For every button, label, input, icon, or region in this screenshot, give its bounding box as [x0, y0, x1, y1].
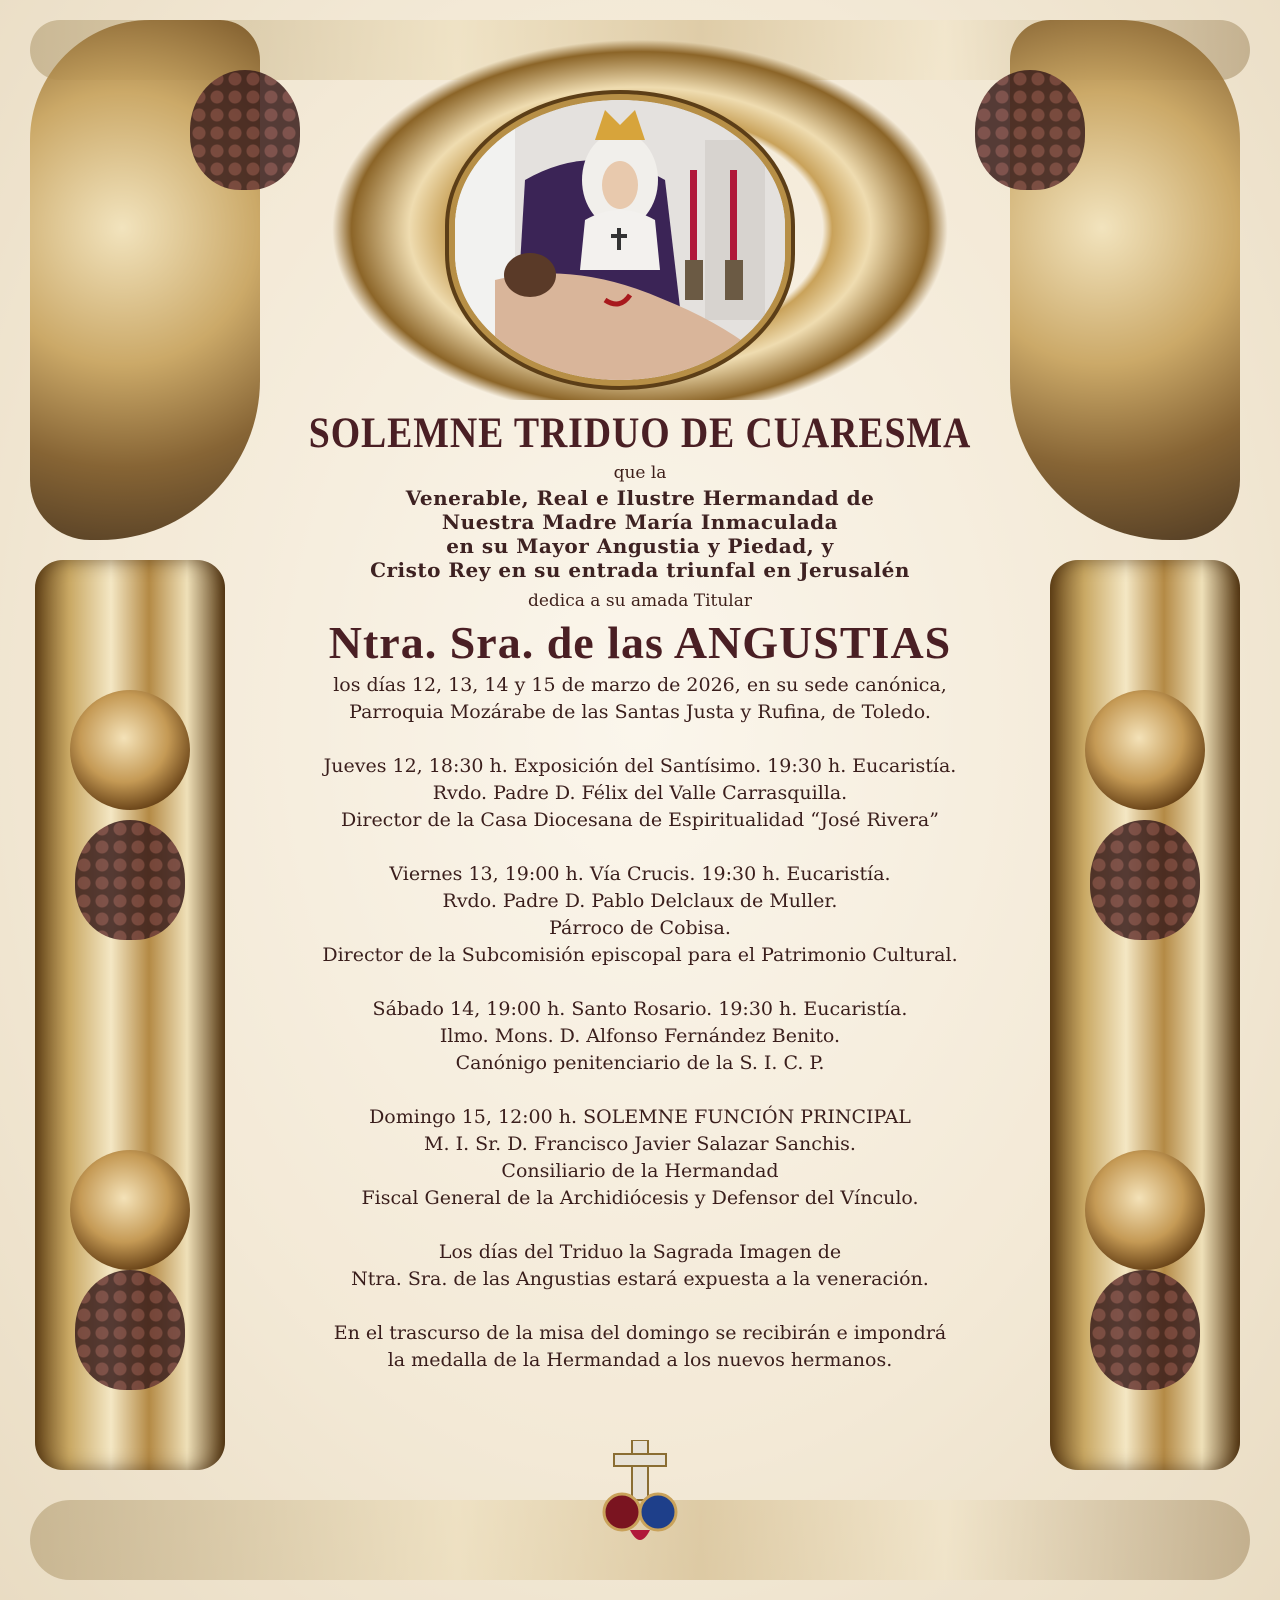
schedule-line: Viernes 13, 19:00 h. Vía Crucis. 19:30 h. Eucaristía.: [389, 863, 891, 885]
cherub-medallion-ornament: [1085, 690, 1205, 810]
notice-line: la medalla de la Hermandad a los nuevos hermanos.: [387, 1349, 893, 1371]
day-schedule-friday: [230, 861, 1050, 969]
grape-cluster-ornament: [190, 70, 300, 190]
day-schedule-sunday: [230, 1104, 1050, 1212]
grape-cluster-ornament: [975, 70, 1085, 190]
schedule-line: Sábado 14, 19:00 h. Santo Rosario. 19:30 h. Eucaristía.: [372, 998, 908, 1020]
preacher-role-line: Párroco de Cobisa.: [549, 917, 731, 939]
grape-cluster-ornament: [75, 1270, 185, 1390]
schedule-line: Jueves 12, 18:30 h. Exposición del Santísimo. 19:30 h. Eucaristía.: [323, 755, 957, 777]
preacher-role-line: Director de la Casa Diocesana de Espiritualidad “José Rivera”: [341, 809, 939, 831]
day-schedule-thursday: [230, 753, 1050, 834]
preacher-role-line: Director de la Subcomisión episcopal para el Patrimonio Cultural.: [322, 944, 958, 966]
brotherhood-name: [230, 486, 1050, 582]
dates-line: Parroquia Mozárabe de las Santas Justa y Rufina, de Toledo.: [349, 701, 931, 723]
grape-cluster-ornament: [75, 820, 185, 940]
preacher-role-line: Fiscal General de la Archidiócesis y Defensor del Vínculo.: [361, 1187, 919, 1209]
notice-line: Ntra. Sra. de las Angustias estará expuesta a la veneración.: [351, 1268, 929, 1290]
notice-line: Los días del Triduo la Sagrada Imagen de: [438, 1241, 842, 1263]
cherub-medallion-ornament: [1085, 1150, 1205, 1270]
grape-cluster-ornament: [1090, 1270, 1200, 1390]
preacher-role-line: Consiliario de la Hermandad: [501, 1160, 779, 1182]
pieta-illustration: [455, 100, 785, 380]
preacher-line: Ilmo. Mons. D. Alfonso Fernández Benito.: [439, 1025, 841, 1047]
veneration-notice: [230, 1239, 1050, 1293]
schedule-line: Domingo 15, 12:00 h. SOLEMNE FUNCIÓN PRINCIPAL: [369, 1106, 911, 1128]
dates-line: los días 12, 13, 14 y 15 de marzo de 2026, en su sede canónica,: [333, 674, 947, 696]
brotherhood-line: Cristo Rey en su entrada triunfal en Jerusalén: [370, 558, 910, 582]
cherub-medallion-ornament: [70, 1150, 190, 1270]
titular-name: Ntra. Sra. de las ANGUSTIAS: [328, 617, 952, 668]
brotherhood-coat-of-arms-icon: [600, 1440, 680, 1550]
medal-notice: [230, 1320, 1050, 1374]
preacher-line: Rvdo. Padre D. Félix del Valle Carrasquilla.: [432, 782, 848, 804]
page-title: SOLEMNE TRIDUO DE CUARESMA: [308, 410, 972, 457]
pieta-image: [455, 100, 785, 380]
triduo-announcement: [230, 408, 1050, 1374]
brotherhood-line: en su Mayor Angustia y Piedad, y: [446, 534, 834, 558]
brotherhood-line: Nuestra Madre María Inmaculada: [441, 510, 839, 534]
cherub-medallion-ornament: [70, 690, 190, 810]
intro-text: que la: [613, 463, 667, 483]
notice-line: En el trascurso de la misa del domingo se recibirán e impondrá: [333, 1322, 947, 1344]
dedication-text: dedica a su amada Titular: [527, 591, 752, 611]
preacher-line: Rvdo. Padre D. Pablo Delclaux de Muller.: [442, 890, 838, 912]
preacher-role-line: Canónigo penitenciario de la S. I. C. P.: [455, 1052, 825, 1074]
day-schedule-saturday: [230, 996, 1050, 1077]
preacher-line: M. I. Sr. D. Francisco Javier Salazar Sanchis.: [424, 1133, 856, 1155]
grape-cluster-ornament: [1090, 820, 1200, 940]
brotherhood-line: Venerable, Real e Ilustre Hermandad de: [405, 486, 875, 510]
